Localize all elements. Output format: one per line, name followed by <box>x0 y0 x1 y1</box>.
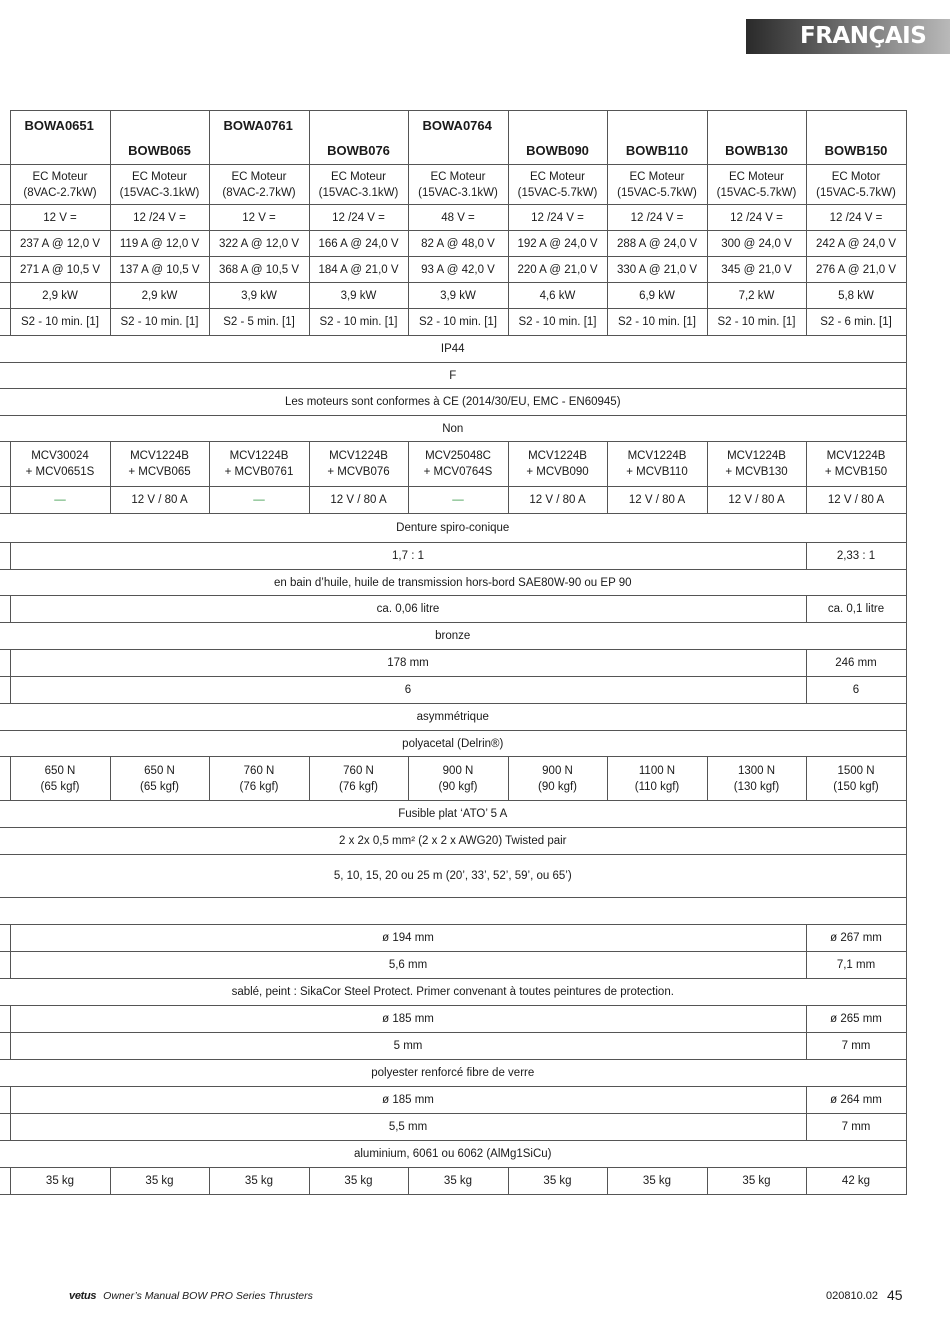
table-row <box>0 596 906 623</box>
table-cell: 650 N (65 kgf) <box>10 757 110 801</box>
table-cell: ca. 0,06 litre <box>10 596 806 623</box>
model-name: BOWB130 <box>725 143 788 158</box>
model-name: BOWB076 <box>327 143 390 158</box>
table-cell: 368 A @ 10,5 V <box>209 257 309 283</box>
table-cell: 35 kg <box>110 1168 209 1195</box>
table-row <box>0 757 906 801</box>
table-cell: sablé, peint : SikaCor Steel Protect. Primer convenant à toutes peintures de protection. <box>0 979 906 1006</box>
table-cell: F <box>0 363 906 389</box>
row-label-cell <box>0 596 10 623</box>
table-cell: MCV1224B + MCVB076 <box>309 442 408 487</box>
table-row <box>0 855 906 898</box>
table-cell: EC Moteur (15VAC-5.7kW) <box>707 165 806 205</box>
table-cell: 35 kg <box>408 1168 508 1195</box>
table-cell: 5, 10, 15, 20 ou 25 m (20’, 33’, 52’, 59’, ou 65’) <box>0 855 906 898</box>
table-cell: 192 A @ 24,0 V <box>508 231 607 257</box>
table-row <box>0 487 906 514</box>
model-header <box>408 111 508 165</box>
manual-title: Owner’s Manual BOW PRO Series Thrusters <box>103 1290 313 1302</box>
table-cell: 2,9 kW <box>110 283 209 309</box>
table-cell: MCV1224B + MCVB150 <box>806 442 906 487</box>
table-cell: ø 194 mm <box>10 925 806 952</box>
footer-manual <box>69 1290 313 1302</box>
table-cell: S2 - 10 min. [1] <box>309 309 408 336</box>
table-cell: S2 - 10 min. [1] <box>707 309 806 336</box>
table-cell: 330 A @ 21,0 V <box>607 257 707 283</box>
table-row <box>0 514 906 543</box>
table-cell: 3,9 kW <box>209 283 309 309</box>
table-cell: — <box>408 487 508 514</box>
table-cell: 3,9 kW <box>309 283 408 309</box>
table-cell: 5 mm <box>10 1033 806 1060</box>
table-cell: 322 A @ 12,0 V <box>209 231 309 257</box>
row-label-cell <box>0 205 10 231</box>
table-cell: 6 <box>10 677 806 704</box>
table-row <box>0 828 906 855</box>
table-cell: 12 V / 80 A <box>309 487 408 514</box>
model-name: BOWB150 <box>824 143 888 158</box>
table-cell: 6 <box>806 677 906 704</box>
table-cell: 1300 N (130 kgf) <box>707 757 806 801</box>
table-row <box>0 165 906 205</box>
table-cell: S2 - 10 min. [1] <box>408 309 508 336</box>
row-label-cell <box>0 757 10 801</box>
table-cell: EC Moteur (15VAC-5.7kW) <box>607 165 707 205</box>
table-row <box>0 801 906 828</box>
table-cell: MCV25048C + MCV0764S <box>408 442 508 487</box>
model-header <box>707 111 806 165</box>
table-cell: Denture spiro-conique <box>0 514 906 543</box>
row-label-cell <box>0 283 10 309</box>
table-cell: S2 - 6 min. [1] <box>806 309 906 336</box>
table-cell: S2 - 10 min. [1] <box>110 309 209 336</box>
row-label-cell <box>0 231 10 257</box>
table-cell: 2,33 : 1 <box>806 543 906 570</box>
table-cell: 48 V = <box>408 205 508 231</box>
table-cell: 12 V / 80 A <box>508 487 607 514</box>
table-cell: EC Moteur (8VAC-2.7kW) <box>209 165 309 205</box>
table-row <box>0 570 906 596</box>
table-cell: aluminium, 6061 ou 6062 (AlMg1SiCu) <box>0 1141 906 1168</box>
table-cell: 137 A @ 10,5 V <box>110 257 209 283</box>
table-row <box>0 1033 906 1060</box>
table-cell: 93 A @ 42,0 V <box>408 257 508 283</box>
table-row <box>0 952 906 979</box>
table-row <box>0 925 906 952</box>
table-row <box>0 389 906 416</box>
table-cell: Fusible plat ‘ATO’ 5 A <box>0 801 906 828</box>
table-cell: 2,9 kW <box>10 283 110 309</box>
table-row <box>0 543 906 570</box>
row-label-cell <box>0 257 10 283</box>
table-cell: 12 /24 V = <box>309 205 408 231</box>
table-row <box>0 1141 906 1168</box>
table-cell: 35 kg <box>607 1168 707 1195</box>
table-cell: ø 264 mm <box>806 1087 906 1114</box>
model-header <box>309 111 408 165</box>
table-cell: 166 A @ 24,0 V <box>309 231 408 257</box>
table-cell: 12 V = <box>10 205 110 231</box>
table-cell: 760 N (76 kgf) <box>209 757 309 801</box>
table-cell: 42 kg <box>806 1168 906 1195</box>
table-cell: 345 @ 21,0 V <box>707 257 806 283</box>
table-cell: 2 x 2x 0,5 mm² (2 x 2 x AWG20) Twisted pair <box>0 828 906 855</box>
table-cell: 82 A @ 48,0 V <box>408 231 508 257</box>
table-cell: — <box>209 487 309 514</box>
table-cell: 288 A @ 24,0 V <box>607 231 707 257</box>
table-row <box>0 623 906 650</box>
table-cell: ca. 0,1 litre <box>806 596 906 623</box>
model-header <box>607 111 707 165</box>
table-row <box>0 442 906 487</box>
table-cell: 220 A @ 21,0 V <box>508 257 607 283</box>
table-cell: EC Moteur (15VAC-5.7kW) <box>508 165 607 205</box>
table-row <box>0 283 906 309</box>
table-cell: 7,2 kW <box>707 283 806 309</box>
table-row <box>0 979 906 1006</box>
table-cell: MCV1224B + MCVB130 <box>707 442 806 487</box>
table-cell: 900 N (90 kgf) <box>408 757 508 801</box>
row-label-cell <box>0 1114 10 1141</box>
header-label-cell <box>0 111 10 165</box>
table-row <box>0 704 906 731</box>
table-header-row <box>0 111 906 165</box>
table-cell: 12 V / 80 A <box>607 487 707 514</box>
model-name: BOWB090 <box>526 143 589 158</box>
row-label-cell <box>0 442 10 487</box>
table-cell <box>0 898 906 925</box>
row-label-cell <box>0 543 10 570</box>
row-label-cell <box>0 650 10 677</box>
table-cell: S2 - 5 min. [1] <box>209 309 309 336</box>
table-row <box>0 309 906 336</box>
table-cell: IP44 <box>0 336 906 363</box>
row-label-cell <box>0 925 10 952</box>
table-cell: 12 V / 80 A <box>806 487 906 514</box>
table-row <box>0 677 906 704</box>
table-row <box>0 731 906 757</box>
table-cell: EC Moteur (15VAC-3.1kW) <box>408 165 508 205</box>
table-cell: 5,6 mm <box>10 952 806 979</box>
table-cell: 246 mm <box>806 650 906 677</box>
table-row <box>0 416 906 442</box>
table-row <box>0 898 906 925</box>
specifications-table <box>0 110 907 1195</box>
row-label-cell <box>0 165 10 205</box>
table-cell: 12 /24 V = <box>806 205 906 231</box>
table-cell: Non <box>0 416 906 442</box>
table-cell: polyacetal (Delrin®) <box>0 731 906 757</box>
table-cell: 35 kg <box>508 1168 607 1195</box>
table-body <box>0 165 906 1195</box>
table-cell: 1,7 : 1 <box>10 543 806 570</box>
language-tab: FRANÇAIS <box>746 19 950 54</box>
table-cell: 6,9 kW <box>607 283 707 309</box>
table-cell: 7,1 mm <box>806 952 906 979</box>
row-label-cell <box>0 1006 10 1033</box>
table-cell: 5,5 mm <box>10 1114 806 1141</box>
document-number: 020810.02 <box>826 1290 878 1302</box>
table-cell: MCV1224B + MCVB090 <box>508 442 607 487</box>
table-cell: 5,8 kW <box>806 283 906 309</box>
table-cell: S2 - 10 min. [1] <box>10 309 110 336</box>
table-cell: 184 A @ 21,0 V <box>309 257 408 283</box>
model-name: BOWB110 <box>625 143 689 158</box>
table-cell: 1500 N (150 kgf) <box>806 757 906 801</box>
table-cell: 242 A @ 24,0 V <box>806 231 906 257</box>
table-row <box>0 257 906 283</box>
table-cell: 7 mm <box>806 1033 906 1060</box>
table-cell: 178 mm <box>10 650 806 677</box>
row-label-cell <box>0 1168 10 1195</box>
table-row <box>0 1060 906 1087</box>
table-cell: 300 @ 24,0 V <box>707 231 806 257</box>
table-cell: S2 - 10 min. [1] <box>508 309 607 336</box>
table-cell: 35 kg <box>209 1168 309 1195</box>
table-cell: bronze <box>0 623 906 650</box>
table-row <box>0 1114 906 1141</box>
table-cell: 12 V = <box>209 205 309 231</box>
table-cell: 271 A @ 10,5 V <box>10 257 110 283</box>
table-cell: 12 /24 V = <box>508 205 607 231</box>
model-header <box>10 111 110 165</box>
table-cell: 4,6 kW <box>508 283 607 309</box>
table-cell: 3,9 kW <box>408 283 508 309</box>
table-cell: 35 kg <box>309 1168 408 1195</box>
table-cell: 35 kg <box>10 1168 110 1195</box>
table-cell: polyester renforcé fibre de verre <box>0 1060 906 1087</box>
row-label-cell <box>0 1087 10 1114</box>
table-row <box>0 1006 906 1033</box>
row-label-cell <box>0 309 10 336</box>
page-number: 45 <box>887 1287 903 1303</box>
table-row <box>0 205 906 231</box>
table-cell: 900 N (90 kgf) <box>508 757 607 801</box>
table-cell: — <box>10 487 110 514</box>
table-cell: S2 - 10 min. [1] <box>607 309 707 336</box>
table-cell: ø 265 mm <box>806 1006 906 1033</box>
model-name: BOWB065 <box>128 143 191 158</box>
row-label-cell <box>0 487 10 514</box>
model-header <box>806 111 906 165</box>
table-cell: 35 kg <box>707 1168 806 1195</box>
table-cell: 12 /24 V = <box>607 205 707 231</box>
table-cell: 760 N (76 kgf) <box>309 757 408 801</box>
table-cell: EC Moteur (15VAC-3.1kW) <box>309 165 408 205</box>
table-cell: EC Moteur (15VAC-3.1kW) <box>110 165 209 205</box>
row-label-cell <box>0 677 10 704</box>
table-cell: 12 V / 80 A <box>110 487 209 514</box>
model-header <box>209 111 309 165</box>
table-row <box>0 1087 906 1114</box>
table-cell: 276 A @ 21,0 V <box>806 257 906 283</box>
table-cell: en bain d’huile, huile de transmission hors-bord SAE80W-90 ou EP 90 <box>0 570 906 596</box>
model-name: BOWA0761 <box>223 118 293 133</box>
table-cell: MCV1224B + MCVB0761 <box>209 442 309 487</box>
table-cell: Les moteurs sont conformes à CE (2014/30/EU, EMC - EN60945) <box>0 389 906 416</box>
table-row <box>0 363 906 389</box>
brand-logo: vetus <box>69 1290 97 1302</box>
row-label-cell <box>0 952 10 979</box>
model-header <box>508 111 607 165</box>
table-cell: 12 V / 80 A <box>707 487 806 514</box>
table-cell: 650 N (65 kgf) <box>110 757 209 801</box>
table-cell: 12 /24 V = <box>110 205 209 231</box>
table-cell: ø 267 mm <box>806 925 906 952</box>
model-name: BOWA0764 <box>422 118 492 133</box>
table-row <box>0 231 906 257</box>
table-cell: 12 /24 V = <box>707 205 806 231</box>
table-row <box>0 336 906 363</box>
table-cell: 1100 N (110 kgf) <box>607 757 707 801</box>
table-cell: MCV1224B + MCVB110 <box>607 442 707 487</box>
row-label-cell <box>0 1033 10 1060</box>
table-cell: MCV1224B + MCVB065 <box>110 442 209 487</box>
model-name: BOWA0651 <box>24 118 94 133</box>
table-cell: MCV30024 + MCV0651S <box>10 442 110 487</box>
table-cell: EC Moteur (8VAC-2.7kW) <box>10 165 110 205</box>
table-cell: 119 A @ 12,0 V <box>110 231 209 257</box>
table-row <box>0 650 906 677</box>
model-header <box>110 111 209 165</box>
table-cell: 7 mm <box>806 1114 906 1141</box>
table-cell: asymmétrique <box>0 704 906 731</box>
table-cell: 237 A @ 12,0 V <box>10 231 110 257</box>
table-cell: ø 185 mm <box>10 1087 806 1114</box>
table-cell: EC Motor (15VAC-5.7kW) <box>806 165 906 205</box>
table-row <box>0 1168 906 1195</box>
table-cell: ø 185 mm <box>10 1006 806 1033</box>
